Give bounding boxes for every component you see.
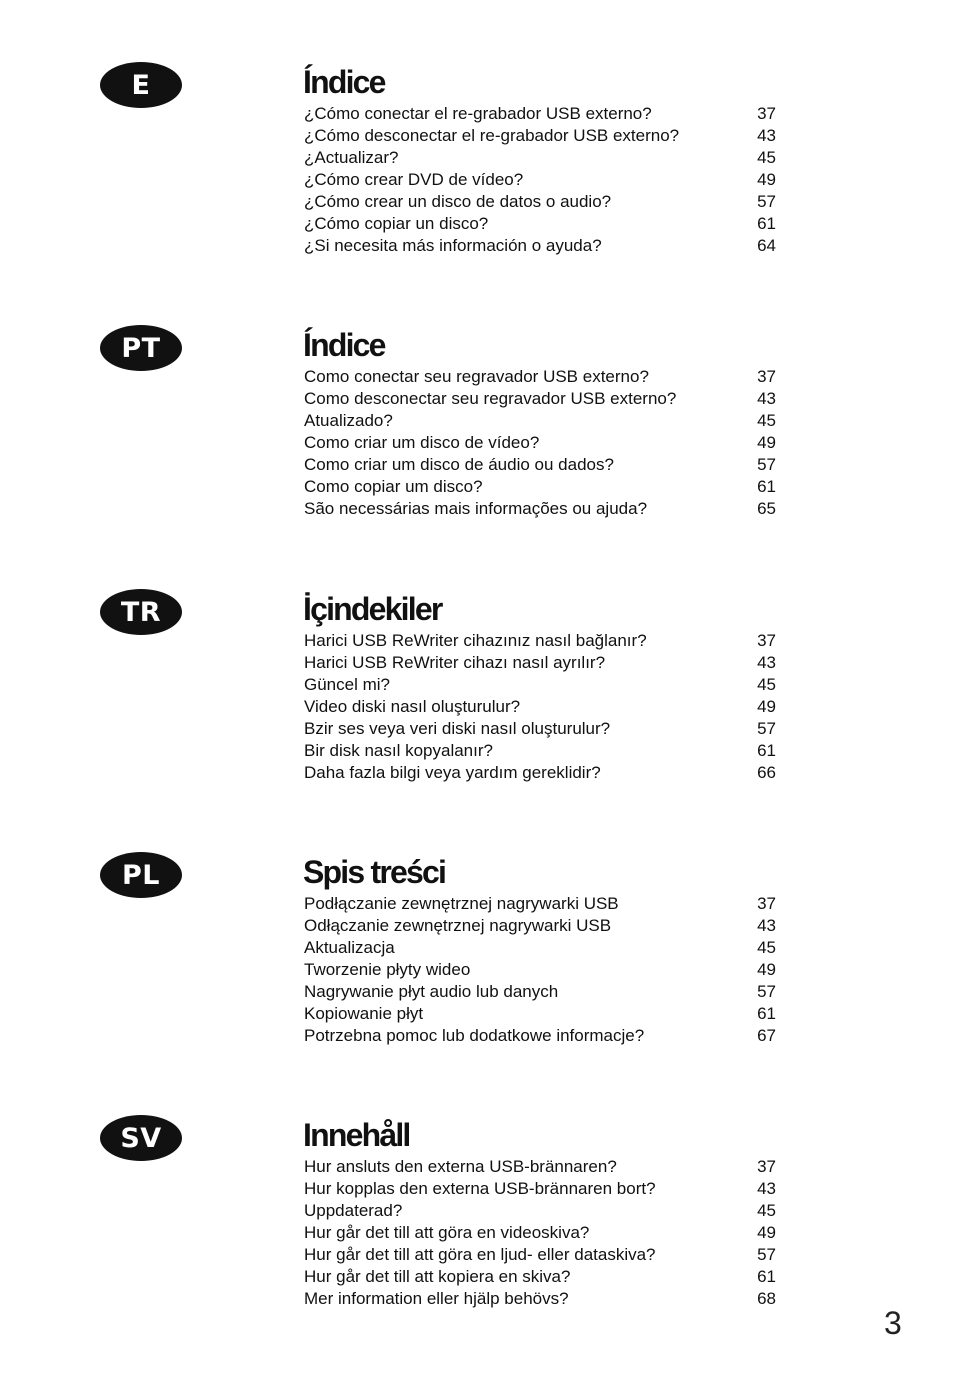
toc-section-sv bbox=[0, 1115, 954, 1345]
toc-entry-text: ¿Cómo conectar el re-grabador USB externo? bbox=[304, 104, 652, 123]
toc-entry bbox=[304, 498, 776, 520]
toc-entry-page: 66 bbox=[757, 763, 776, 782]
toc-entry-page: 37 bbox=[757, 367, 776, 386]
toc-entry-page: 61 bbox=[757, 1267, 776, 1286]
toc-entry-page: 57 bbox=[757, 455, 776, 474]
toc-entry-text: Como criar um disco de áudio ou dados? bbox=[304, 455, 614, 474]
toc-entry bbox=[304, 1244, 776, 1266]
toc-entry bbox=[304, 454, 776, 476]
toc-entry-page: 67 bbox=[757, 1026, 776, 1045]
section-title: Innehåll bbox=[303, 1117, 410, 1153]
toc-entry-text: Tworzenie płyty wideo bbox=[304, 960, 471, 979]
toc-section-es bbox=[0, 62, 954, 292]
toc-entry-page: 37 bbox=[757, 894, 776, 913]
toc-entry bbox=[304, 1222, 776, 1244]
toc-list bbox=[304, 103, 776, 257]
language-badge: SV bbox=[100, 1115, 182, 1161]
toc-entry-page: 61 bbox=[757, 1004, 776, 1023]
toc-entry-page: 49 bbox=[757, 1223, 776, 1242]
toc-entry-text: Como conectar seu regravador USB externo? bbox=[304, 367, 649, 386]
toc-entry-page: 49 bbox=[757, 960, 776, 979]
toc-entry-page: 43 bbox=[757, 1179, 776, 1198]
toc-entry bbox=[304, 1003, 776, 1025]
toc-entry-text: Hur ansluts den externa USB-brännaren? bbox=[304, 1157, 617, 1176]
toc-entry-text: Aktualizacja bbox=[304, 938, 395, 957]
toc-entry bbox=[304, 476, 776, 498]
toc-entry-page: 61 bbox=[757, 477, 776, 496]
toc-entry-text: ¿Actualizar? bbox=[304, 148, 399, 167]
toc-entry-text: Kopiowanie płyt bbox=[304, 1004, 424, 1023]
toc-entry-page: 57 bbox=[757, 1245, 776, 1264]
toc-entry bbox=[304, 959, 776, 981]
toc-entry-text: Uppdaterad? bbox=[304, 1201, 403, 1220]
toc-entry-page: 57 bbox=[757, 982, 776, 1001]
toc-entry bbox=[304, 740, 776, 762]
toc-entry-text: ¿Cómo copiar un disco? bbox=[304, 214, 489, 233]
toc-entry-page: 61 bbox=[757, 741, 776, 760]
section-title: İçindekiler bbox=[303, 591, 442, 627]
toc-entry-text: Como desconectar seu regravador USB externo? bbox=[304, 389, 677, 408]
toc-entry-page: 65 bbox=[757, 499, 776, 518]
toc-entry bbox=[304, 235, 776, 257]
toc-entry-page: 45 bbox=[757, 938, 776, 957]
toc-entry-text: Atualizado? bbox=[304, 411, 393, 430]
toc-entry-text: Odłączanie zewnętrznej nagrywarki USB bbox=[304, 916, 612, 935]
toc-entry-text: Nagrywanie płyt audio lub danych bbox=[304, 982, 559, 1001]
toc-entry-text: Harici USB ReWriter cihazı nasıl ayrılır? bbox=[304, 653, 606, 672]
toc-entry bbox=[304, 103, 776, 125]
toc-entry-page: 37 bbox=[757, 631, 776, 650]
toc-entry bbox=[304, 125, 776, 147]
toc-entry-text: Hur går det till att kopiera en skiva? bbox=[304, 1267, 571, 1286]
language-badge: PL bbox=[100, 852, 182, 898]
toc-entry bbox=[304, 410, 776, 432]
toc-entry-text: Bzir ses veya veri diski nasıl oluşturulur? bbox=[304, 719, 611, 738]
section-title: Spis treści bbox=[303, 854, 446, 890]
toc-entry-page: 37 bbox=[757, 104, 776, 123]
toc-list bbox=[304, 630, 776, 784]
toc-entry-text: ¿Cómo crear DVD de vídeo? bbox=[304, 170, 524, 189]
toc-entry-text: ¿Cómo crear un disco de datos o audio? bbox=[304, 192, 612, 211]
toc-entry-page: 49 bbox=[757, 170, 776, 189]
toc-entry-text: Podłączanie zewnętrznej nagrywarki USB bbox=[304, 894, 619, 913]
toc-entry bbox=[304, 630, 776, 652]
toc-entry-page: 43 bbox=[757, 653, 776, 672]
toc-entry bbox=[304, 1025, 776, 1047]
toc-entry-page: 45 bbox=[757, 675, 776, 694]
toc-entry-text: Harici USB ReWriter cihazınız nasıl bağlanır? bbox=[304, 631, 647, 650]
toc-entry-page: 61 bbox=[757, 214, 776, 233]
toc-entry-text: Daha fazla bilgi veya yardım gereklidir? bbox=[304, 763, 601, 782]
toc-entry-page: 49 bbox=[757, 433, 776, 452]
toc-entry-text: Hur kopplas den externa USB-brännaren bort? bbox=[304, 1179, 656, 1198]
toc-entry bbox=[304, 893, 776, 915]
toc-entry-text: ¿Cómo desconectar el re-grabador USB externo? bbox=[304, 126, 680, 145]
toc-entry-page: 45 bbox=[757, 1201, 776, 1220]
language-badge: TR bbox=[100, 589, 182, 635]
toc-section-pl bbox=[0, 852, 954, 1082]
section-title: Índice bbox=[303, 327, 385, 363]
toc-entry-text: Bir disk nasıl kopyalanır? bbox=[304, 741, 493, 760]
toc-entry bbox=[304, 432, 776, 454]
toc-entry-page: 45 bbox=[757, 148, 776, 167]
toc-entry-page: 37 bbox=[757, 1157, 776, 1176]
toc-entry bbox=[304, 1200, 776, 1222]
toc-entry bbox=[304, 388, 776, 410]
toc-entry-page: 45 bbox=[757, 411, 776, 430]
toc-entry bbox=[304, 696, 776, 718]
toc-entry bbox=[304, 762, 776, 784]
toc-list bbox=[304, 893, 776, 1047]
toc-entry-text: Güncel mi? bbox=[304, 675, 390, 694]
page-number: 3 bbox=[884, 1305, 902, 1341]
toc-entry bbox=[304, 718, 776, 740]
toc-entry-page: 57 bbox=[757, 719, 776, 738]
toc-entry-page: 49 bbox=[757, 697, 776, 716]
toc-entry bbox=[304, 1156, 776, 1178]
toc-entry bbox=[304, 191, 776, 213]
toc-entry bbox=[304, 147, 776, 169]
toc-entry-text: Hur går det till att göra en ljud- eller dataskiva? bbox=[304, 1245, 656, 1264]
toc-entry bbox=[304, 366, 776, 388]
toc-section-pt bbox=[0, 325, 954, 555]
toc-entry bbox=[304, 937, 776, 959]
language-badge: E bbox=[100, 62, 182, 108]
toc-entry-text: Video diski nasıl oluşturulur? bbox=[304, 697, 521, 716]
toc-entry-text: Potrzebna pomoc lub dodatkowe informacje? bbox=[304, 1026, 645, 1045]
section-title: Índice bbox=[303, 64, 385, 100]
toc-entry bbox=[304, 169, 776, 191]
toc-entry-page: 43 bbox=[757, 389, 776, 408]
toc-entry bbox=[304, 652, 776, 674]
toc-entry-text: Mer information eller hjälp behövs? bbox=[304, 1289, 569, 1308]
toc-entry-page: 43 bbox=[757, 126, 776, 145]
toc-section-tr bbox=[0, 589, 954, 819]
toc-entry bbox=[304, 1288, 776, 1310]
toc-entry-page: 57 bbox=[757, 192, 776, 211]
toc-entry-page: 43 bbox=[757, 916, 776, 935]
toc-entry-text: ¿Si necesita más información o ayuda? bbox=[304, 236, 602, 255]
toc-list bbox=[304, 1156, 776, 1310]
toc-entry bbox=[304, 213, 776, 235]
toc-entry-text: Como copiar um disco? bbox=[304, 477, 483, 496]
toc-entry bbox=[304, 1178, 776, 1200]
toc-entry-page: 64 bbox=[757, 236, 776, 255]
toc-entry bbox=[304, 1266, 776, 1288]
toc-entry-text: Hur går det till att göra en videoskiva? bbox=[304, 1223, 590, 1242]
toc-entry-text: São necessárias mais informações ou ajuda? bbox=[304, 499, 648, 518]
toc-list bbox=[304, 366, 776, 520]
toc-entry bbox=[304, 674, 776, 696]
language-badge: PT bbox=[100, 325, 182, 371]
toc-entry-page: 68 bbox=[757, 1289, 776, 1308]
toc-entry bbox=[304, 915, 776, 937]
toc-entry bbox=[304, 981, 776, 1003]
toc-entry-text: Como criar um disco de vídeo? bbox=[304, 433, 540, 452]
